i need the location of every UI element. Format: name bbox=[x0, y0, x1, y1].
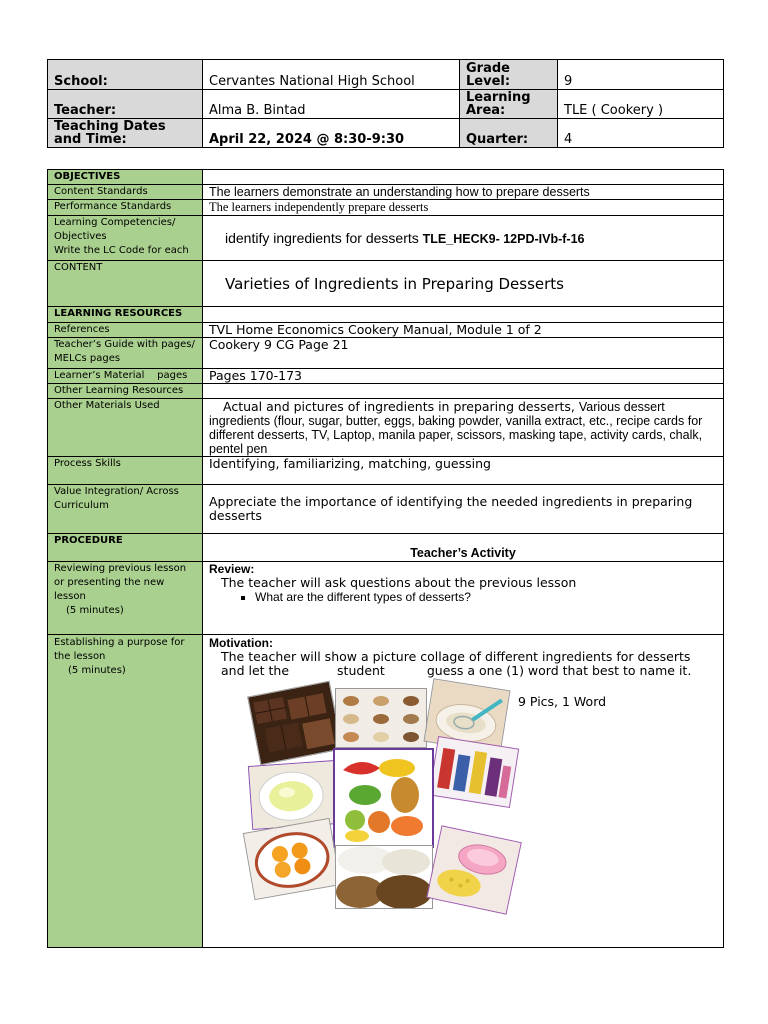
teachers-guide-label: Teacher’s Guide with pages/ MELCs pages bbox=[48, 338, 203, 369]
review-label: Reviewing previous lesson or presenting the new lesson (5 minutes) bbox=[48, 562, 203, 635]
area-label: Learning Area: bbox=[460, 90, 558, 119]
other-materials-value: Actual and pictures of ingredients in preparing desserts, Various dessert ingredients (flour, sugar, butter, eggs, baking powder, vanilla extract, etc., recipe cards for different desserts, TV, Laptop, manila paper, scissors, masking tape, activity cards, chalk, pentel pen bbox=[203, 399, 724, 457]
teacher-label: Teacher: bbox=[48, 90, 203, 119]
competencies-value: identify ingredients for desserts TLE_HECK9- 12PD-IVb-f-16 bbox=[203, 216, 724, 261]
teachers-activity-heading: Teacher’s Activity bbox=[203, 534, 724, 562]
purpose-label: Establishing a purpose for the lesson (5 minutes) bbox=[48, 635, 203, 948]
teachers-guide-value: Cookery 9 CG Page 21 bbox=[203, 338, 724, 369]
game-title: 9 Pics, 1 Word bbox=[518, 694, 607, 709]
nuts-and-seeds-picture bbox=[335, 688, 427, 748]
lc-code: TLE_HECK9- 12PD-IVb-f-16 bbox=[422, 231, 585, 246]
content-standards-label: Content Standards bbox=[48, 185, 203, 200]
review-questions bbox=[209, 590, 717, 604]
other-materials-label: Other Materials Used bbox=[48, 399, 203, 457]
competencies-label: Learning Competencies/ Objectives Write the LC Code for each bbox=[48, 216, 203, 261]
tropical-fruits-picture bbox=[333, 748, 434, 848]
content-standards-value: The learners demonstrate an understanding how to prepare desserts bbox=[203, 185, 724, 200]
content-value: Varieties of Ingredients in Preparing Desserts bbox=[203, 261, 724, 307]
learners-material-value: Pages 170-173 bbox=[203, 369, 724, 384]
value-integration-label: Value Integration/ Across Curriculum bbox=[48, 485, 203, 534]
other-resources-label: Other Learning Resources bbox=[48, 384, 203, 399]
review-question: ▪ What are the different types of desserts? bbox=[255, 590, 717, 604]
dates-label: Teaching Dates and Time: bbox=[48, 119, 203, 148]
quarter-value: 4 bbox=[558, 119, 724, 148]
performance-standards-label: Performance Standards bbox=[48, 200, 203, 216]
teacher-value: Alma B. Bintad bbox=[203, 90, 460, 119]
review-content bbox=[203, 562, 724, 635]
dates-value: April 22, 2024 @ 8:30-9:30 bbox=[203, 119, 460, 148]
objectives-heading: OBJECTIVES bbox=[48, 170, 203, 185]
area-value: TLE ( Cookery ) bbox=[558, 90, 724, 119]
performance-standards-value: The learners independently prepare desserts bbox=[203, 200, 724, 216]
references-value: TVL Home Economics Cookery Manual, Module 1 of 2 bbox=[203, 323, 724, 338]
flavoring-extracts-picture bbox=[429, 736, 519, 808]
content-label: CONTENT bbox=[48, 261, 203, 307]
review-title: Review: bbox=[209, 562, 255, 576]
learners-material-label: Learner’s Material pages bbox=[48, 369, 203, 384]
process-skills-label: Process Skills bbox=[48, 457, 203, 485]
brown-sugar-picture bbox=[335, 845, 433, 909]
grade-label: Grade Level: bbox=[460, 60, 558, 90]
review-text: The teacher will ask questions about the previous lesson bbox=[221, 575, 577, 590]
process-skills-value: Identifying, familiarizing, matching, guessing bbox=[203, 457, 724, 485]
school-value: Cervantes National High School bbox=[203, 60, 460, 90]
procedure-heading: PROCEDURE bbox=[48, 534, 203, 562]
grade-value: 9 bbox=[558, 60, 724, 90]
school-label: School: bbox=[48, 60, 203, 90]
motivation-text: The teacher will show a picture collage of different ingredients for desserts and let the student guess a one (1) word that best to name it. bbox=[221, 649, 692, 678]
references-label: References bbox=[48, 323, 203, 338]
value-integration-value: Appreciate the importance of identifying the needed ingredients in preparing desserts bbox=[203, 485, 724, 534]
motivation-title: Motivation: bbox=[209, 636, 273, 650]
quarter-label: Quarter: bbox=[460, 119, 558, 148]
learning-resources-heading: LEARNING RESOURCES bbox=[48, 307, 203, 323]
header-table bbox=[47, 59, 724, 148]
